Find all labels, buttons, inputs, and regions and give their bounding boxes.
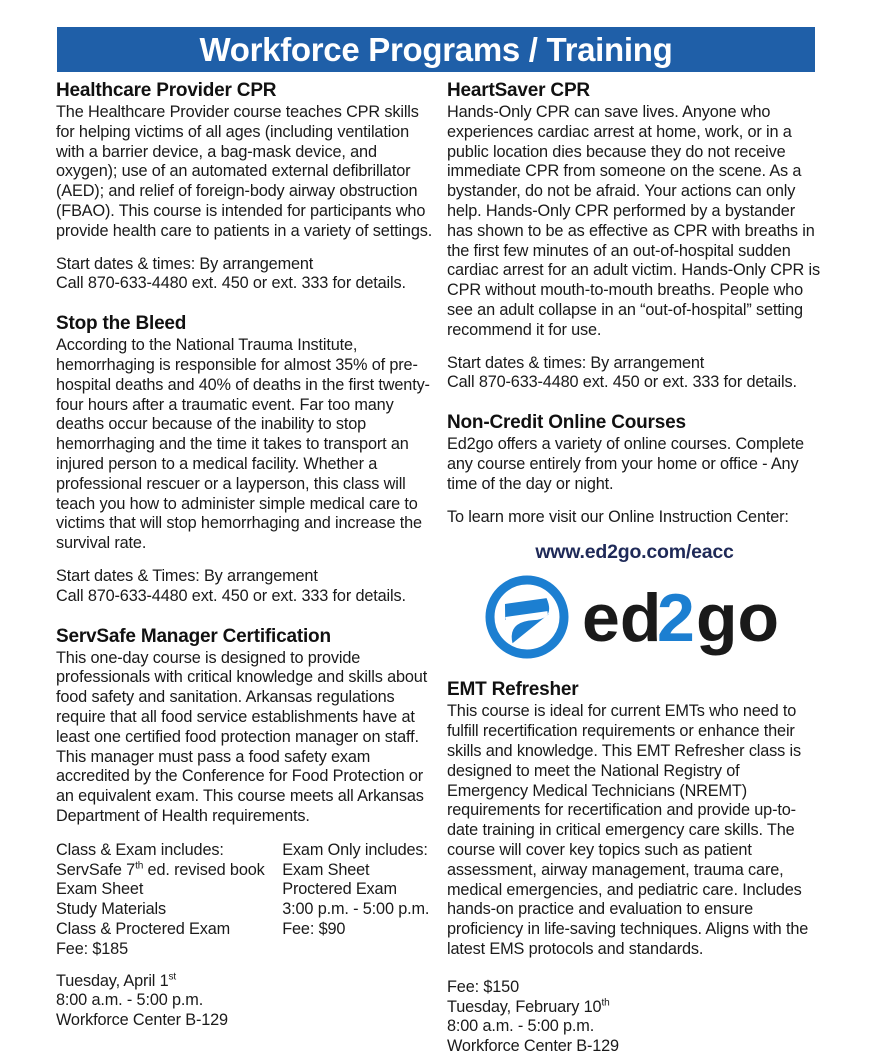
body-servsafe: This one-day course is designed to provide professionals with critical knowledge and skills about food safety and sanitation. Arkansas regulations require that all food service establishments have at least one certified food protection manager on staff. This manager must pass a food safety exam accredited by the Conference for Food Protection or an equivalent exam. This course meets all Arkansas Department of Health requirements.	[56, 648, 428, 825]
section-healthcare-provider-cpr	[56, 80, 441, 294]
contact-stop-the-bleed	[56, 567, 441, 607]
section-non-credit-online-courses	[447, 412, 822, 660]
body-stop-the-bleed: According to the National Trauma Institute, hemorrhaging is responsible for almost 35% of pre-hospital deaths and 40% of deaths in the first twenty-four hours after a traumatic event. Far too many deaths occur because of the inability to stop hemorrhaging and the time it takes to transport an injured person to a medical facility. Whether a professional rescuer or a layperson, this class will teach you how to administer simple medical care to victims that will stop hemorrhaging and increase the survival rate.	[56, 336, 430, 553]
section-heartsaver-cpr	[447, 80, 822, 393]
exam-only-title: Exam Only includes:	[282, 840, 428, 859]
servsafe-date-ordinal: st	[168, 971, 177, 983]
exam-only-time: 3:00 p.m. - 5:00 p.m.	[282, 900, 430, 919]
page-banner	[57, 27, 815, 72]
ed2go-logo-svg	[485, 575, 785, 659]
call-line: Call 870-633-4480 ext. 450 or ext. 333 for details.	[56, 586, 406, 605]
page-title: Workforce Programs / Training	[199, 31, 673, 68]
section-servsafe-manager-certification	[56, 626, 441, 1031]
exam-only-includes	[282, 841, 441, 960]
class-exam-sheet: Exam Sheet	[56, 880, 144, 899]
ed2go-text-go: go	[695, 580, 779, 657]
right-column	[447, 80, 822, 1057]
class-exam-fee: Fee: $185	[56, 939, 128, 958]
start-dates-line: Start dates & times: By arrangement	[447, 353, 705, 372]
left-column	[56, 80, 441, 1031]
emt-date-ordinal: th	[601, 997, 610, 1009]
heading-emt-refresher: EMT Refresher	[447, 679, 579, 701]
body-healthcare-provider-cpr: The Healthcare Provider course teaches CPR skills for helping victims of all ages (including ventilation with a barrier device, a bag-mask device, and oxygen); use of an automated external defibrillator (AED); and relief of foreign-body airway obstruction (FBAO). This course is intended for participants who provide health care to patients in a variety of settings.	[56, 103, 433, 240]
heading-heartsaver-cpr: HeartSaver CPR	[447, 80, 590, 101]
servsafe-date-prefix: Tuesday, April 1	[56, 971, 169, 990]
call-line: Call 870-633-4480 ext. 450 or ext. 333 for details.	[447, 373, 797, 392]
heading-non-credit-online-courses: Non-Credit Online Courses	[447, 412, 686, 434]
book-line-suffix: ed. revised book	[143, 860, 265, 879]
class-exam-book-line	[56, 861, 282, 881]
heading-healthcare-provider-cpr: Healthcare Provider CPR	[56, 80, 277, 101]
exam-only-fee: Fee: $90	[282, 919, 346, 938]
class-exam-includes-title: Class & Exam includes:	[56, 840, 224, 859]
class-study-materials: Study Materials	[56, 900, 166, 919]
ed2go-circle-mark	[490, 580, 564, 654]
section-stop-the-bleed	[56, 313, 441, 606]
heading-stop-the-bleed: Stop the Bleed	[56, 313, 187, 335]
emt-schedule	[447, 978, 822, 1057]
body-heartsaver-cpr: Hands-Only CPR can save lives. Anyone who experiences cardiac arrest at home, work, or in a public location dies because they do not receive immediate CPR from someone on the scene. As a bystander, do not be afraid. Your actions can only help. Hands-Only CPR performed by a bystander has shown to be as effective as CPR with breaths in the first few minutes of an out-of-hospital sudden cardiac arrest for an adult victim. Hands-Only CPR is CPR without mouth-to-mouth breaths. People who see an adult collapse in an “out-of-hospital” setting recommend it for use.	[447, 103, 820, 339]
servsafe-includes-columns	[56, 841, 441, 960]
emt-location-line: Workforce Center B-129	[447, 1037, 619, 1056]
body-non-credit-online-courses: Ed2go offers a variety of online courses. Complete any course entirely from your home or office - Any time of the day or night.	[447, 435, 804, 493]
servsafe-schedule	[56, 972, 441, 1031]
book-line-ordinal: th	[135, 860, 144, 872]
emt-fee-line: Fee: $150	[447, 977, 519, 996]
exam-only-proctered-exam: Proctered Exam	[282, 880, 397, 899]
book-line-prefix: ServSafe 7	[56, 860, 136, 879]
start-dates-line: Start dates & Times: By arrangement	[56, 567, 318, 585]
heading-servsafe: ServSafe Manager Certification	[56, 625, 331, 647]
servsafe-date-line	[56, 972, 441, 992]
contact-heartsaver-cpr	[447, 354, 822, 394]
class-and-exam-includes	[56, 841, 282, 960]
learn-more-line: To learn more visit our Online Instruction Center:	[447, 507, 789, 526]
ed2go-logo	[447, 574, 822, 660]
body-emt-refresher: This course is ideal for current EMTs who need to fulfill recertification requirements or enhance their skills and knowledge. This EMT Refresher class is designed to meet the National Registry of Emergency Medical Technicians (NREMT) requirements for recertification and provide up-to-date training in critical emergency care skills. The course will cover key topics such as patient assessment, airway management, trauma care, medical emergencies, and pediatric care. Includes hands-on practice and evaluation to ensure proficiency in life-saving techniques. Aligns with the latest EMS protocols and standards.	[447, 702, 809, 958]
class-proctered-exam: Class & Proctered Exam	[56, 919, 231, 938]
servsafe-time-line: 8:00 a.m. - 5:00 p.m.	[56, 991, 204, 1010]
start-dates-line: Start dates & times: By arrangement	[56, 254, 314, 273]
servsafe-location-line: Workforce Center B-129	[56, 1011, 228, 1030]
emt-date-prefix: Tuesday, February 10	[447, 997, 602, 1016]
ed2go-url-link[interactable]: www.ed2go.com/eacc	[535, 541, 734, 564]
contact-healthcare-provider-cpr	[56, 255, 441, 295]
ed2go-text-2: 2	[656, 580, 695, 657]
ed2go-text-ed: ed	[581, 580, 661, 657]
emt-date-line	[447, 998, 822, 1018]
section-emt-refresher	[447, 679, 822, 1057]
emt-time-line: 8:00 a.m. - 5:00 p.m.	[447, 1017, 595, 1036]
exam-only-exam-sheet: Exam Sheet	[282, 860, 370, 879]
call-line: Call 870-633-4480 ext. 450 or ext. 333 for details.	[56, 274, 406, 293]
